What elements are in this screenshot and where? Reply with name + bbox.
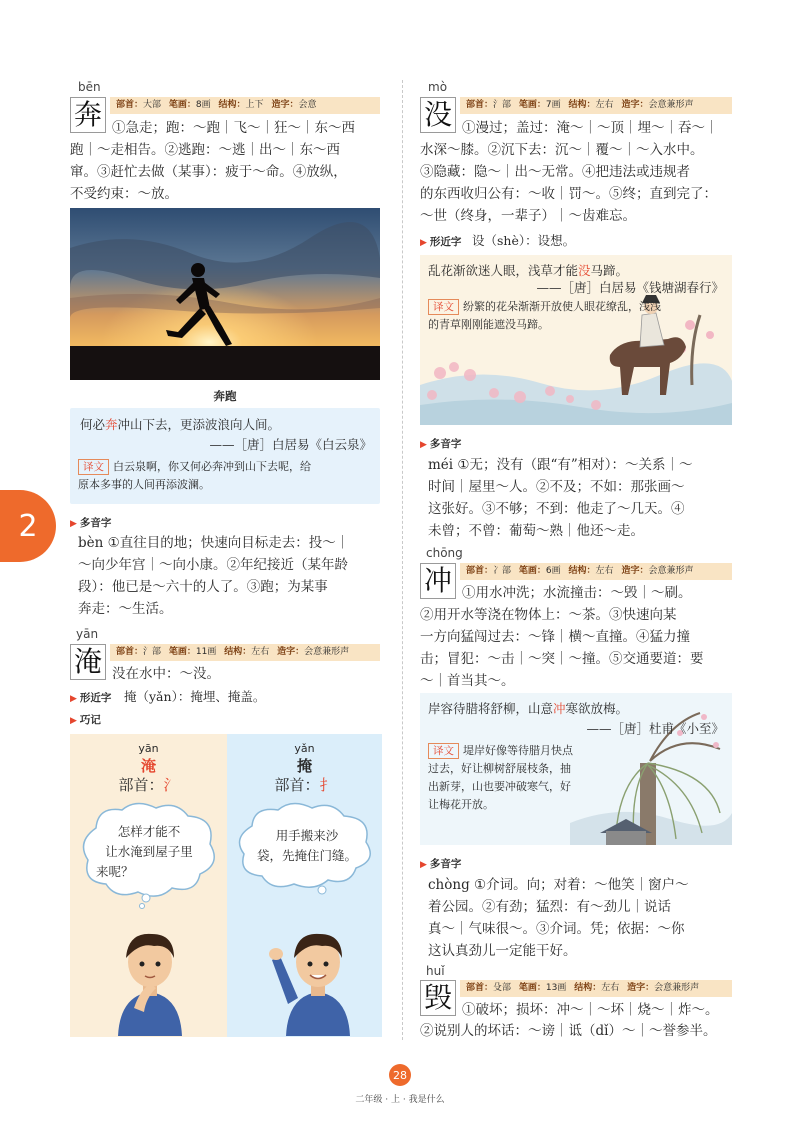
yan-definition: 没在水中：～没。 [112,666,220,682]
chong-character: 冲 [420,563,456,599]
ben-meta-bar: 部首：大部 笔画：8画 结构：上下 造字：会意 [110,97,380,114]
running-photo [70,208,380,380]
mo-poem-source: ——［唐］白居易《钱塘湖春行》 [536,280,724,295]
chong-definition: ①用水冲洗；水流撞击：～毁｜～刷。 [462,585,692,601]
ben-definition-cont: 跑｜～走相告。②逃跑：～逃｜出～｜东～西 窜。③赶忙去做（某事）：疲于～命。④放纵， 不受约束：～放。 [70,142,347,202]
mo-meta-bar: 部首：氵部 笔画：7画 结构：左右 造字：会意兼形声 [460,97,732,114]
tip-right-char: 掩 [296,757,312,775]
yan-similar-text: 掩（yǎn）：掩埋、掩盖。 [124,689,266,704]
hui-pinyin: huǐ [426,964,445,978]
page-number-badge [389,1064,411,1086]
bubble-left-text: 怎样才能不 让水淹到屋子里 来呢？ [96,824,193,879]
page-footer: 二年级 · 上 · 我是什么 [355,1095,445,1105]
thinking-boy-illustration [110,920,190,1036]
photo-caption: 奔跑 [213,389,237,403]
mo-poem-line: 乱花渐欲迷人眼，浅草才能没马蹄。 [428,263,629,278]
ben-poem-line: 何必奔冲山下去，更添波浪向人间。 [80,417,281,432]
yan-tip-heading: ▶ 巧记 [70,714,101,726]
mo-pinyin: mò [428,80,448,94]
chong-polyphone-text: chòng ①介词。向；对着：～他笑｜窗户～ 着公园。②有劲；猛烈：有～劲儿｜说话 真～｜气味很～。③介词。凭；依据：～你 这认真劲儿一定能干好。 [428,877,689,959]
ben-translation: 译文 白云泉啊，你又何必奔冲到山下去呢，给 原本多事的人间再添波澜。 [78,460,311,491]
mo-definition-cont: 水深～膝。②沉下去：沉～｜覆～｜～入水中。 ③隐藏：隐～｜出～无常。④把违法或违规者 的东西收归公有：～收｜罚～。⑤终；直到完了： ～世（终身，一辈子）｜～齿难忘。 [420,142,717,224]
ben-definition: ①急走；跑：～跑｜飞～｜狂～｜东～西 [112,120,355,136]
yan-similar-heading: ▶ 形近字 [70,692,112,704]
translation-tag: 译文 [428,299,459,315]
chong-translation: 译文 堤岸好像等待腊月快点 过去，好让柳树舒展枝条，抽 出新芽，山也要冲破寒气，好 让梅花开放。 [428,744,573,811]
mo-definition: ①漫过；盖过：淹～｜～顶｜埋～｜吞～｜ [462,120,719,136]
mo-polyphone-text: méi ①无；没有（跟“有”相对）：～关系｜～ 时间｜屋里～人。②不及；不如：那张画～ 这张好。③不够；不到：他走了～几天。④ 未曾；不曾：葡萄～熟｜他还～走。 [428,457,693,539]
hui-definition: ①破坏；损坏：冲～｜～坏｜烧～｜炸～。 [462,1002,719,1018]
tip-left-char: 淹 [140,757,156,775]
ben-poem-source: ——［唐］白居易《白云泉》 [209,437,372,452]
bubble-right-text: 用手搬来沙 袋，先掩住门缝。 [256,828,357,863]
translation-tag: 译文 [78,459,109,475]
tip-right-radical: 部首：扌 [274,776,335,794]
ben-polyphone-text: bèn ①直往目的地；快速向目标走去：投～｜ ～向少年宫｜～向小康。②年纪接近（某年龄 段）：他已是～六十的人了。③跑；为某事 奔走：～生活。 [78,535,350,617]
yan-pinyin: yān [76,627,99,641]
ben-pinyin: bēn [78,80,101,94]
chong-poem-line: 岸容待腊将舒柳，山意冲寒欲放梅。 [428,701,629,716]
mo-similar-heading: ▶ 形近字 [420,236,462,248]
ben-polyphone-heading: ▶ 多音字 [70,517,112,529]
chapter-number: 2 [18,508,38,544]
chong-definition-cont: ②用开水等浇在物体上：～茶。③快速向某 一方向猛闯过去：～锋｜横～直撞。④猛力撞 击；冒犯：～击｜～突｜～撞。⑤交通要道：要 ～｜首当其～。 [420,607,704,689]
chong-meta-bar: 部首：冫部 笔画：6画 结构：左右 造字：会意兼形声 [460,563,732,580]
mo-translation: 译文 纷繁的花朵渐渐开放使人眼花缭乱，浅浅 的青草刚刚能遮没马蹄。 [428,300,661,331]
pointing-boy-illustration [266,920,378,1036]
yan-character: 淹 [70,644,106,680]
tip-right-pinyin: yǎn [294,742,315,755]
chong-pinyin: chōng [426,546,463,560]
chong-poem-source: ——［唐］杜甫《小至》 [586,721,724,736]
tip-left-pinyin: yān [138,742,159,755]
tip-left-radical: 部首：氵 [118,776,179,794]
hui-character: 毁 [420,980,456,1016]
column-divider [402,80,403,1040]
translation-tag: 译文 [428,743,459,759]
hui-definition-cont: ②说别人的坏话：～谤｜诋（dǐ）～｜～誉参半。 [420,1023,717,1039]
mo-character: 没 [420,97,456,133]
page-number: 28 [393,1068,407,1082]
hui-meta-bar: 部首：殳部 笔画：13画 结构：左右 造字：会意兼形声 [460,980,732,997]
chapter-tab [0,490,56,562]
mo-polyphone-heading: ▶ 多音字 [420,438,462,450]
mo-similar-text: 设（shè）：设想。 [472,233,576,248]
yan-meta-bar: 部首：氵部 笔画：11画 结构：左右 造字：会意兼形声 [110,644,380,661]
ben-character: 奔 [70,97,106,133]
chong-polyphone-heading: ▶ 多音字 [420,858,462,870]
